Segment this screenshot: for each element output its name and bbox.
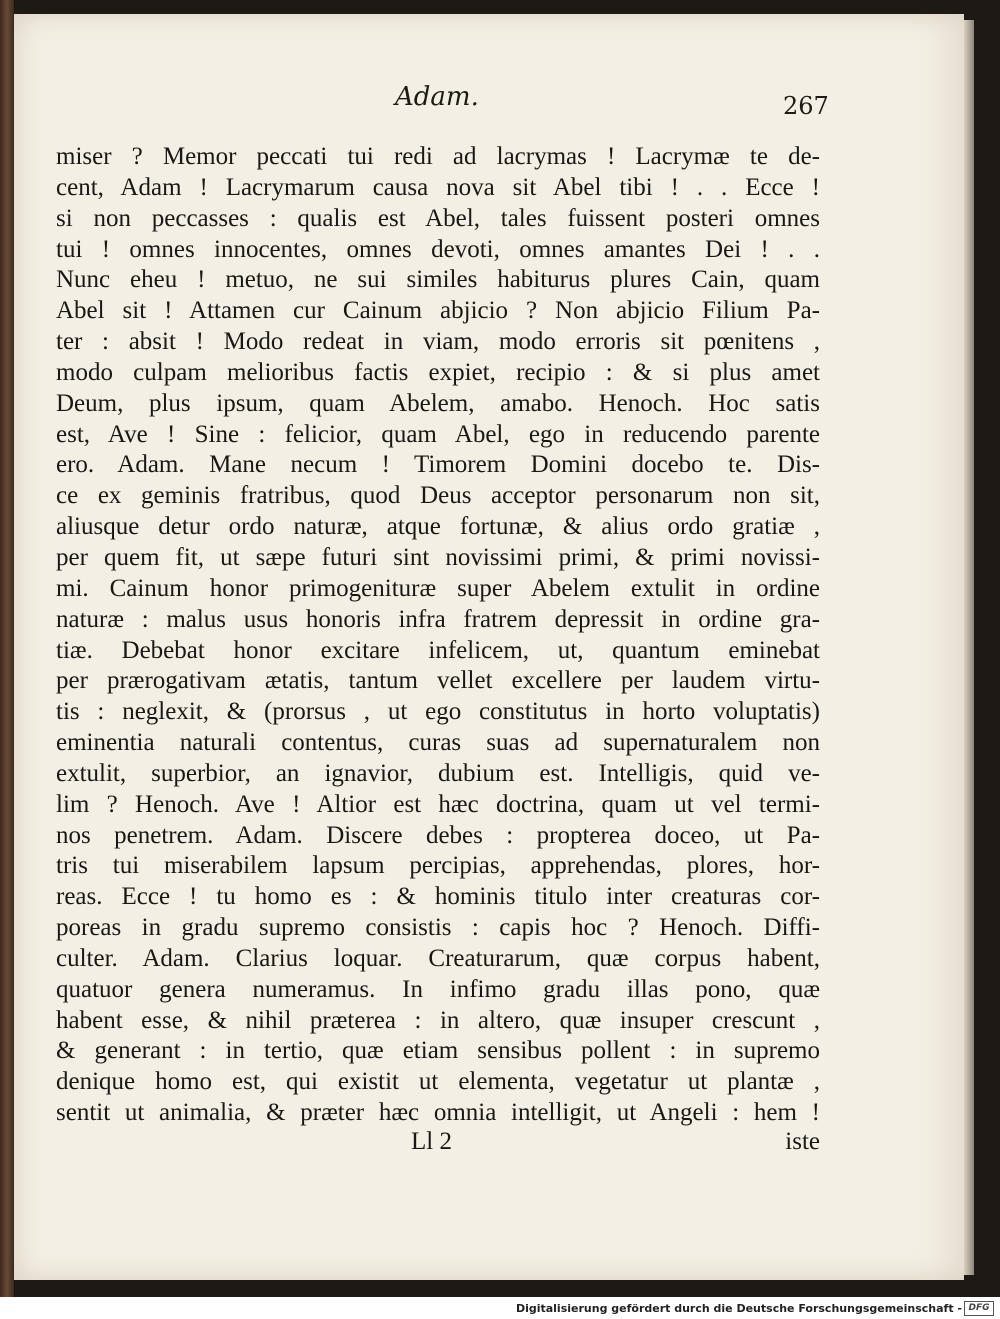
text-line-1: miser ? Memor peccati tui redi ad lacrymas ! Lacrymæ te de- — [56, 143, 820, 170]
page-footer — [56, 1128, 820, 1160]
text-line-27: culter. Adam. Clarius loquar. Creaturarum, quæ corpus habent, — [56, 944, 820, 972]
text-line-23: nos penetrem. Adam. Discere debes : propterea doceo, ut Pa- — [56, 821, 820, 849]
text-line-29: habent esse, & nihil præterea : in altero, quæ insuper crescunt , — [56, 1006, 820, 1034]
text-line-9: Deum, plus ipsum, quam Abelem, amabo. Henoch. Hoc satis — [56, 389, 820, 417]
text-line-19: tis : neglexit, & (prorsus , ut ego constitutus in horto voluptatis) — [56, 698, 820, 726]
text-line-2: cent, Adam ! Lacrymarum causa nova sit Abel tibi ! . . Ecce ! — [56, 173, 820, 201]
text-line-16: naturæ : malus usus honoris infra fratrem depressit in ordine gra- — [56, 605, 820, 633]
text-line-28: quatuor genera numeramus. In infimo gradu illas pono, quæ — [56, 975, 820, 1003]
text-line-17: tiæ. Debebat honor excitare infelicem, ut, quantum eminebat — [56, 636, 820, 664]
text-line-11: ero. Adam. Mane necum ! Timorem Domini docebo te. Dis- — [56, 451, 820, 479]
body-text — [56, 142, 820, 1129]
catchword: iste — [785, 1128, 820, 1155]
page-edge — [964, 20, 974, 1275]
text-line-22: lim ? Henoch. Ave ! Altior est hæc doctrina, quam ut vel termi- — [56, 790, 820, 818]
text-line-3: si non peccasses : qualis est Abel, tales fuissent posteri omnes — [56, 204, 820, 232]
text-line-13: aliusque detur ordo naturæ, atque fortunæ, & alius ordo gratiæ , — [56, 513, 820, 541]
text-line-30: & generant : in tertio, quæ etiam sensibus pollent : in supremo — [56, 1037, 820, 1065]
text-line-8: modo culpam melioribus factis expiet, recipio : & si plus amet — [56, 358, 820, 386]
text-line-31: denique homo est, qui existit ut elementa, vegetatur ut plantæ , — [56, 1068, 820, 1096]
text-line-14: per quem fit, ut sæpe futuri sint novissimi primi, & primi novissi- — [56, 543, 820, 571]
page-number: 267 — [783, 92, 829, 120]
book-spine — [0, 0, 14, 1297]
text-line-4: tui ! omnes innocentes, omnes devoti, omnes amantes Dei ! . . — [56, 235, 820, 263]
text-line-6: Abel sit ! Attamen cur Cainum abjicio ? Non abjicio Filium Pa- — [56, 297, 820, 325]
text-line-26: poreas in gradu supremo consistis : capis hoc ? Henoch. Diffi- — [56, 914, 820, 942]
text-line-24: tris tui miserabilem lapsum percipias, apprehendas, plores, hor- — [56, 852, 820, 880]
credit-text: Digitalisierung gefördert durch die Deutsche Forschungsgemeinschaft - — [515, 1302, 962, 1315]
running-head: Adam. — [395, 82, 479, 112]
text-line-32: sentit ut animalia, & præter hæc omnia intelligit, ut Angeli : hem ! — [56, 1099, 820, 1127]
text-line-10: est, Ave ! Sine : felicior, quam Abel, ego in reducendo parente — [56, 420, 820, 448]
text-line-15: mi. Cainum honor primogenituræ super Abelem extulit in ordine — [56, 574, 820, 602]
signature-mark: Ll 2 — [411, 1128, 452, 1155]
text-line-25: reas. Ecce ! tu homo es : & hominis titulo inter creaturas cor- — [56, 883, 820, 911]
text-line-5: Nunc eheu ! metuo, ne sui similes habiturus plures Cain, quam — [56, 266, 820, 294]
dfg-logo-icon[interactable]: DFG — [964, 1301, 994, 1316]
text-line-18: per prærogativam ætatis, tantum vellet excellere per laudem virtu- — [56, 667, 820, 695]
text-line-12: ce ex geminis fratribus, quod Deus acceptor personarum non sit, — [56, 482, 820, 510]
credit-bar — [0, 1297, 1000, 1319]
text-line-7: ter : absit ! Modo redeat in viam, modo erroris sit pœnitens , — [56, 328, 820, 356]
text-line-20: eminentia naturali contentus, curas suas ad supernaturalem non — [56, 729, 820, 757]
text-line-21: extulit, superbior, an ignavior, dubium est. Intelligis, quid ve- — [56, 759, 820, 787]
